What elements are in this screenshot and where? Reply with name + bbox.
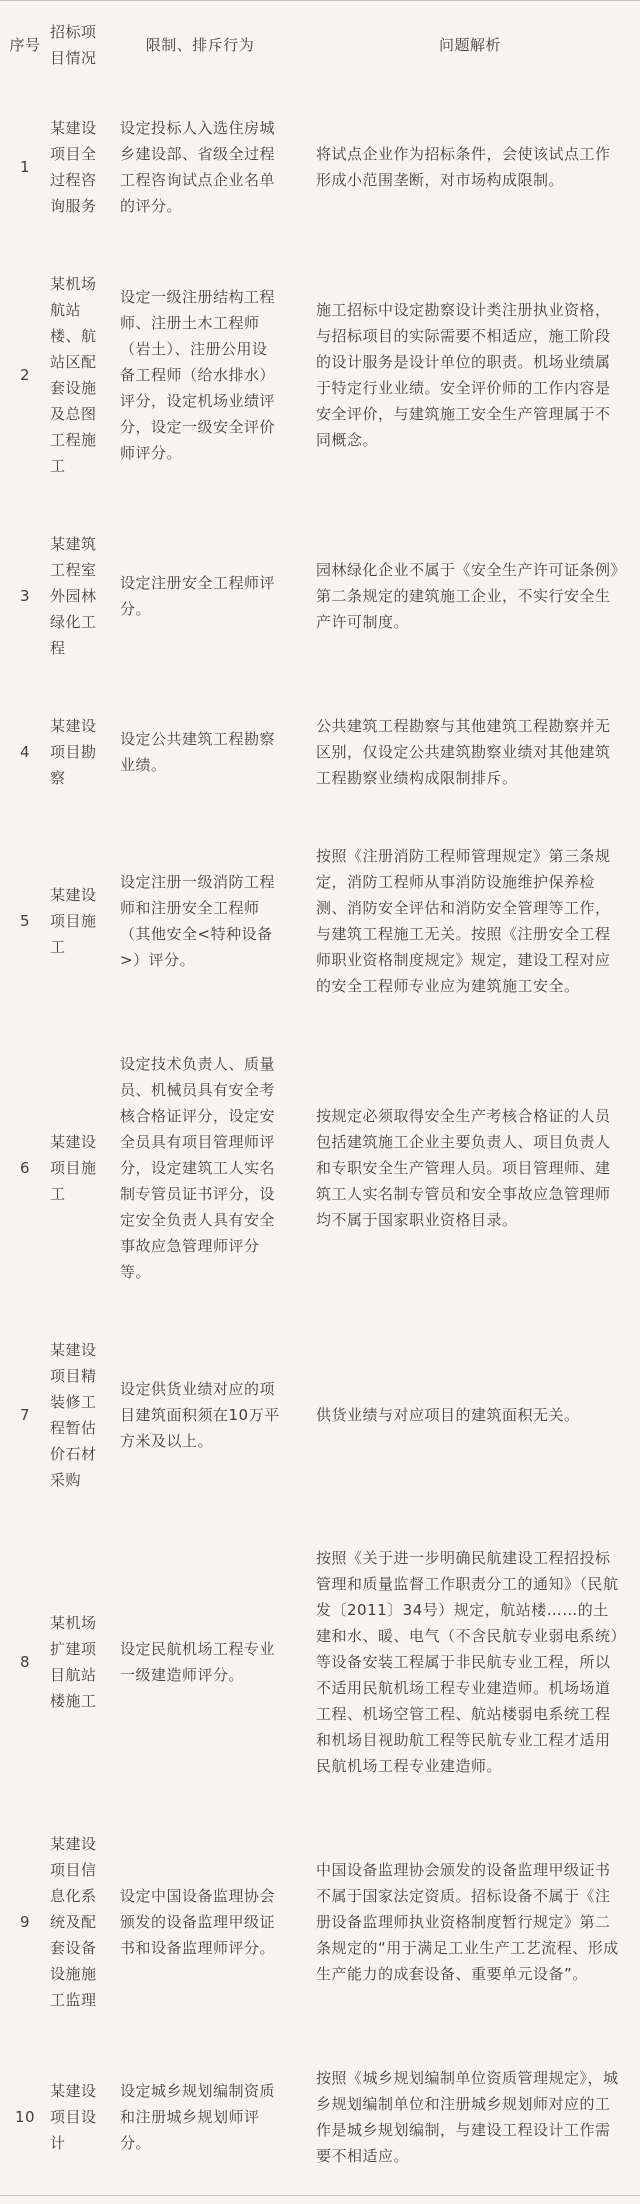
serial-cell: 8 xyxy=(19,1653,31,1671)
serial-cell: 7 xyxy=(19,1406,31,1424)
header-project: 招标项目情况 xyxy=(50,23,97,67)
serial-cell: 3 xyxy=(19,587,31,605)
behavior-cell: 设定注册一级消防工程师和注册安全工程师（其他安全<特种设备>）评分。 xyxy=(120,873,276,969)
serial-cell: 2 xyxy=(19,366,31,384)
project-cell: 某建设项目信息化系统及配套设备设施施工监理 xyxy=(50,1835,97,2009)
project-cell: 某机场航站楼、航站区配套设施及总图工程施工 xyxy=(50,275,97,475)
serial-cell: 6 xyxy=(19,1159,31,1177)
serial-cell: 5 xyxy=(19,912,31,930)
behavior-cell: 设定投标人入选住房城乡建设部、省级全过程工程咨询试点企业名单的评分。 xyxy=(120,119,276,215)
header-analysis: 问题解析 xyxy=(438,36,501,54)
behavior-cell: 设定注册安全工程师评分。 xyxy=(120,574,276,618)
behavior-cell: 设定民航机场工程专业一级建造师评分。 xyxy=(120,1640,276,1684)
analysis-cell: 按规定必须取得安全生产考核合格证的人员包括建筑施工企业主要负责人、项目负责人和专职安全生产管理人员。项目管理师、建筑工人实名制专管员和安全事故应急管理师均不属于国家职业资格目录。 xyxy=(316,1107,611,1229)
analysis-cell: 施工招标中设定勘察设计类注册执业资格，与招标项目的实际需要不相适应，施工阶段的设计服务是设计单位的职责。机场业绩属于特定行业业绩。安全评价师的工作内容是安全评价，与建筑施工安全生产管理属于不同概念。 xyxy=(316,301,611,449)
table-row xyxy=(0,1311,640,1519)
project-cell: 某建设项目全过程咨询服务 xyxy=(50,119,97,215)
serial-cell: 4 xyxy=(19,743,31,761)
behavior-cell: 设定技术负责人、质量员、机械员具有安全考核合格证评分，设定安全员具有项目管理师评分，设定建筑工人实名制专管员证书评分，设定安全负责人具有安全事故应急管理师评分等。 xyxy=(120,1055,276,1281)
project-cell: 某机场扩建项目航站楼施工 xyxy=(50,1614,97,1710)
table-row xyxy=(0,817,640,1025)
analysis-cell: 按照《关于进一步明确民航建设工程招投标管理和质量监督工作职责分工的通知》（民航发〔2011〕34号）规定，航站楼……的土建和水、暖、电气（不含民航专业弱电系统）等设备安装工程属于非民航专业工程，所以不适用民航机场工程专业建造师。机场场道工程、机场空管工程、航站楼弱电系统工程和机场目视助航工程等民航专业工程才适用民航机场工程专业建造师。 xyxy=(316,1549,619,1775)
table-header-row xyxy=(0,1,640,90)
analysis-cell: 公共建筑工程勘察与其他建筑工程勘察并无区别，仅设定公共建筑勘察业绩对其他建筑工程勘察业绩构成限制排斥。 xyxy=(316,717,611,787)
analysis-cell: 供货业绩与对应项目的建筑面积无关。 xyxy=(316,1406,580,1424)
table-row xyxy=(0,245,640,505)
table-row xyxy=(0,2039,640,2196)
serial-cell: 1 xyxy=(19,158,31,176)
project-cell: 某建设项目勘察 xyxy=(50,717,97,787)
analysis-cell: 中国设备监理协会颁发的设备监理甲级证书不属于国家法定资质。招标设备不属于《注册设备监理师执业资格制度暂行规定》第二条规定的“用于满足工业生产工艺流程、形成生产能力的成套设备、重要单元设备”。 xyxy=(316,1861,619,1983)
analysis-cell: 按照《注册消防工程师管理规定》第三条规定，消防工程师从事消防设施维护保养检测、消防安全评估和消防安全管理等工作，与建筑工程施工无关。按照《注册安全工程师职业资格制度规定》规定，建设工程对应的安全工程师专业应为建筑施工安全。 xyxy=(316,847,611,995)
table-row xyxy=(0,1805,640,2039)
project-cell: 某建筑工程室外园林绿化工程 xyxy=(50,535,97,657)
analysis-cell: 园林绿化企业不属于《安全生产许可证条例》第二条规定的建筑施工企业，不实行安全生产许可制度。 xyxy=(316,561,619,631)
serial-cell: 9 xyxy=(19,1913,31,1931)
table-row xyxy=(0,89,640,245)
header-serial: 序号 xyxy=(9,36,41,54)
project-cell: 某建设项目施工 xyxy=(50,1133,97,1203)
analysis-cell: 按照《城乡规划编制单位资质管理规定》，城乡规划编制单位和注册城乡规划师对应的工作是城乡规划编制，与建设工程设计工作需要不相适应。 xyxy=(316,2069,619,2165)
project-cell: 某建设项目精装修工程暂估价石材采购 xyxy=(50,1341,97,1489)
table-row xyxy=(0,505,640,687)
project-cell: 某建设项目施工 xyxy=(50,886,97,956)
behavior-cell: 设定供货业绩对应的项目建筑面积须在10万平方米及以上。 xyxy=(120,1380,280,1450)
table-row xyxy=(0,1519,640,1805)
table-row xyxy=(0,1025,640,1311)
behavior-cell: 设定公共建筑工程勘察业绩。 xyxy=(120,730,276,774)
behavior-cell: 设定一级注册结构工程师、注册土木工程师（岩土）、注册公用设备工程师（给水排水）评分，设定机场业绩评分，设定一级安全评价师评分。 xyxy=(120,288,276,462)
project-cell: 某建设项目设计 xyxy=(50,2082,97,2152)
header-behavior: 限制、排斥行为 xyxy=(145,36,255,54)
behavior-cell: 设定城乡规划编制资质和注册城乡规划师评分。 xyxy=(120,2082,276,2152)
analysis-cell: 将试点企业作为招标条件，会使该试点工作形成小范围垄断，对市场构成限制。 xyxy=(316,145,611,189)
table-row xyxy=(0,687,640,817)
behavior-cell: 设定中国设备监理协会颁发的设备监理甲级证书和设备监理师评分。 xyxy=(120,1887,276,1957)
serial-cell: 10 xyxy=(14,2108,36,2126)
